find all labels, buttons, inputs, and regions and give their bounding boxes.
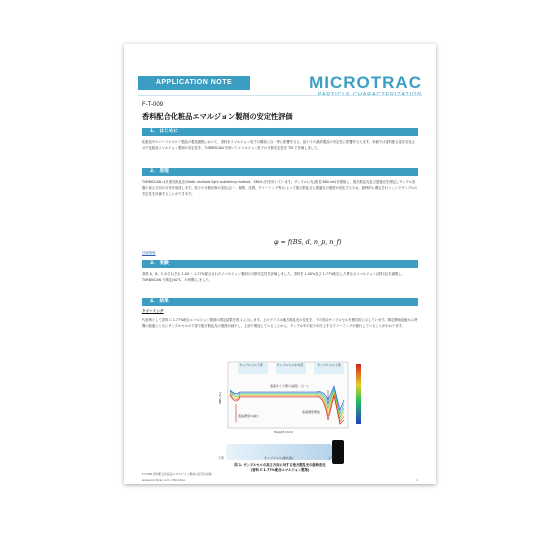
figure-caption-line2: (香料 C 1.77%配合エマルジョン製剤)	[250, 468, 310, 472]
header-divider	[138, 95, 422, 96]
document-title: 香料配合化粧品エマルジョン製剤の安定性評価	[142, 112, 293, 121]
experiment-paragraph: 香料 A、B、C がそれぞれ 1.00 ～ 1.77%配合されたエマルジョン製剤の分散安定性を評価しました。香料を 1.00%及び 1.77%配合した異なるエマルジョン(試料名)を調製し、TURBISCAN で測定(40℃、3 時間)しました。	[142, 272, 405, 282]
tube-bottom-label: 下部	[218, 456, 225, 460]
brand-name: MICROTRAC	[309, 73, 422, 92]
footer-doc-reference: F-T-009 香料配合化粧品エマルジョン製剤の安定性評価	[142, 472, 212, 476]
chart-y-axis-label: ΔBS (%)	[218, 391, 223, 405]
annotation-bottom: サンプルセル下部	[239, 363, 263, 367]
chart-x-axis-label: Height (mm)	[274, 430, 294, 434]
annotation-concentration-increase: 液滴濃度増加	[302, 410, 321, 414]
document-number: F-T-009	[142, 102, 164, 108]
detail-link[interactable]: 詳細情報	[142, 251, 156, 255]
result-paragraph: 代表例として香料 C 1.77%配合エマルジョン製剤の測定結果を図 1 に示します。上のグラフは後方散乱光の変化を、下の図はサンプルセルを模式的に示しています。測定開始直後から時間の経過とともにサンプルセルの下部で後方散乱光の強度が減少し、上部で増加していることから、サンプル中の粒子が浮上するクリーミングが進行していることがわかります。	[142, 318, 418, 328]
backscatter-chart	[216, 360, 386, 444]
application-note-label: APPLICATION NOTE	[138, 76, 250, 90]
annotation-middle: サンプルセル中央部	[276, 363, 304, 367]
color-scale-bar	[356, 364, 361, 424]
document-page	[124, 44, 436, 484]
section-heading-principle: 2. 原理	[142, 168, 418, 176]
page-number: 1	[416, 478, 418, 482]
tube-center-label: サンプルセル(模式図)	[264, 456, 294, 460]
creaming-subheading: クリーミング	[142, 309, 164, 313]
principle-paragraph: TURBISCAN は多重光散乱法(Static multiple light scattering method、SMLS 法)を用いています。サンプルに光(波長 880 nm)を照射し、後方散乱光及び透過光を測定しサンプル容器の高さ方向の分布を取得します。粒子の分散状態の変化(合一、凝集、沈降、クリーミング等)によって後方散乱光と透過光の強度が変化するため、経時的に測定を行うことでサンプルの安定性を評価することができます。	[142, 180, 418, 196]
figure-caption-line1: 図 1. サンプルセルの高さ方向に対する後方散乱光の経時変化	[234, 463, 326, 467]
sample-cell-cap	[332, 440, 344, 464]
tube-top-label: 上部	[328, 456, 335, 460]
annotation-top: サンプルセル上部	[317, 363, 341, 367]
document-header	[124, 74, 436, 100]
intro-paragraph: 化粧品中のパーソナルケア製品の製造過程において、香料をエマルジョン粒子の構造に合一等に影響を与え、結いての最終製品の安定性に影響を与えます。本稿では香料配合量を変化させた化粧品エマルジョン製剤の安定性を、TURBISCAN を用いてエマルジョン粒子の分散安定性を TSI で評価しました。	[142, 140, 415, 150]
annotation-size-increase: 液滴サイズ増大(凝集・合一)	[270, 384, 309, 388]
footer-url[interactable]: www.microtrac.com / Microtrac	[142, 478, 186, 482]
annotation-concentration-decrease: 液滴濃度の減少	[238, 414, 260, 418]
section-heading-results: 4. 結果	[142, 298, 418, 306]
section-heading-experiment: 3. 実験	[142, 260, 418, 268]
formula: φ = f(BS, d, n_p, n_f)	[274, 238, 342, 246]
section-heading-intro: 1. はじめに	[142, 128, 418, 136]
